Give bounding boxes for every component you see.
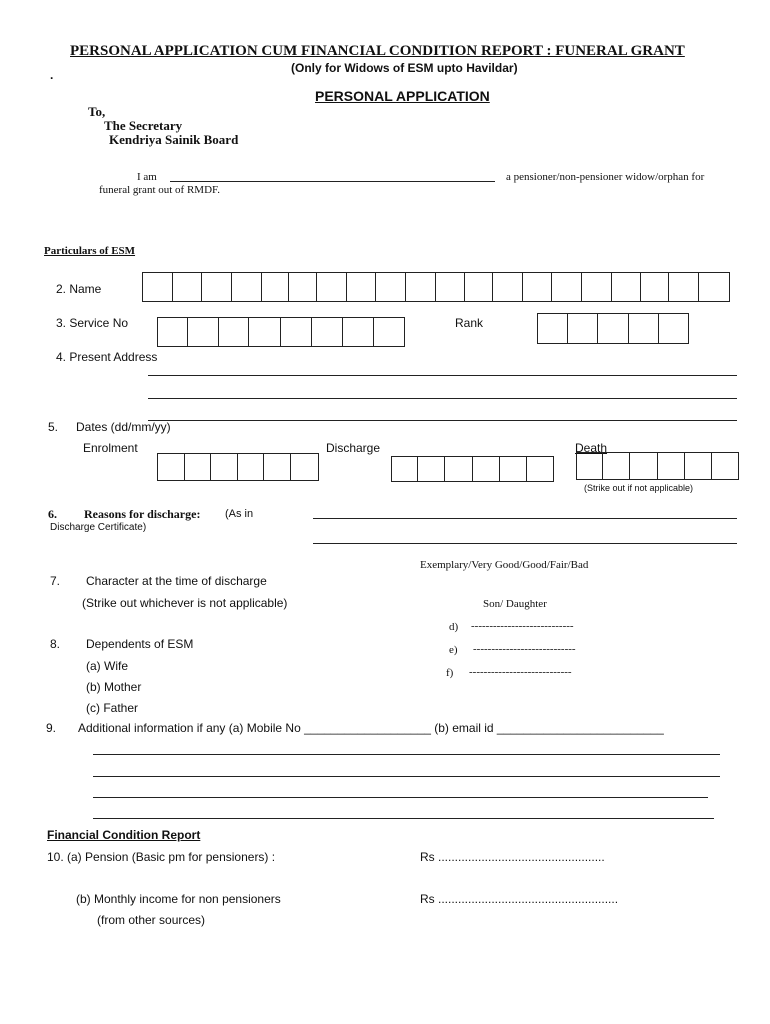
name-label: 2. Name (56, 282, 102, 296)
additional-info-line-1[interactable] (93, 754, 720, 755)
particulars-heading: Particulars of ESM (44, 245, 136, 257)
section-title: PERSONAL APPLICATION (315, 88, 490, 104)
additional-info-line-2[interactable] (93, 776, 720, 777)
death-date-boxes[interactable] (576, 452, 739, 480)
child-d-dashes[interactable]: ---------------------------- (471, 620, 574, 632)
income-label: (b) Monthly income for non pensioners (76, 892, 281, 906)
dates-label: Dates (dd/mm/yy) (76, 420, 171, 434)
service-no-boxes[interactable] (157, 317, 405, 347)
reasons-line-1-field[interactable] (313, 518, 737, 519)
form-title: PERSONAL APPLICATION CUM FINANCIAL CONDITION REPORT : FUNERAL GRANT (70, 43, 685, 59)
address-line-1: The Secretary (104, 118, 183, 133)
form-subtitle: (Only for Widows of ESM upto Havildar) (291, 61, 518, 75)
dependent-father: (c) Father (86, 701, 139, 715)
discharge-date-boxes[interactable] (391, 456, 554, 482)
strike-out-note: (Strike out if not applicable) (584, 483, 694, 493)
death-label: Death (575, 441, 608, 455)
enrolment-date-boxes[interactable] (157, 453, 319, 481)
address-line-2: Kendriya Sainik Board (109, 132, 239, 147)
financial-heading: Financial Condition Report (47, 828, 201, 842)
child-f-dashes[interactable]: ---------------------------- (469, 666, 572, 678)
address-line-1-field[interactable] (148, 375, 737, 376)
character-note: (Strike out whichever is not applicable) (82, 596, 288, 610)
reasons-note: (As in (225, 508, 254, 520)
dependent-wife: (a) Wife (86, 659, 128, 673)
enrolment-label: Enrolment (83, 441, 138, 455)
character-label: Character at the time of discharge (86, 574, 267, 588)
dates-number: 5. (48, 420, 59, 434)
address-line-2-field[interactable] (148, 398, 737, 399)
intro-i-am: I am (137, 171, 157, 183)
child-d-label: d) (449, 621, 459, 633)
address-to: To, (88, 104, 106, 119)
service-no-label: 3. Service No (56, 316, 129, 330)
additional-info-line-4[interactable] (93, 818, 714, 819)
intro-line-2: funeral grant out of RMDF. (99, 184, 221, 196)
applicant-name-line[interactable] (170, 181, 495, 182)
pension-amount-field[interactable]: Rs .................................................. (420, 850, 605, 864)
dependents-number: 8. (50, 637, 61, 651)
reasons-number: 6. (48, 507, 57, 521)
child-f-label: f) (446, 667, 454, 679)
intro-rest: a pensioner/non-pensioner widow/orphan for (506, 171, 705, 183)
income-amount-field[interactable]: Rs ...................................................... (420, 892, 619, 906)
son-daughter-label: Son/ Daughter (483, 598, 547, 610)
name-boxes[interactable] (142, 272, 730, 302)
discharge-label: Discharge (326, 441, 381, 455)
rank-boxes[interactable] (537, 313, 689, 344)
character-number: 7. (50, 574, 61, 588)
dependents-label: Dependents of ESM (86, 637, 194, 651)
child-e-dashes[interactable]: ---------------------------- (473, 643, 576, 655)
additional-info-line-3[interactable] (93, 797, 708, 798)
stray-dot: . (50, 68, 54, 82)
reasons-line-2-field[interactable] (313, 543, 737, 544)
address-line-3-field[interactable] (148, 420, 737, 421)
reasons-label: Reasons for discharge: (84, 507, 201, 521)
pension-label: 10. (a) Pension (Basic pm for pensioners) : (47, 850, 276, 864)
rank-label: Rank (455, 316, 484, 330)
child-e-label: e) (449, 644, 458, 656)
dependent-mother: (b) Mother (86, 680, 142, 694)
character-options: Exemplary/Very Good/Good/Fair/Bad (420, 559, 589, 571)
additional-info-label: Additional information if any (a) Mobile No ___________________ (b) email id _________________________ (78, 721, 664, 735)
present-address-label: 4. Present Address (56, 350, 158, 364)
income-note: (from other sources) (97, 913, 206, 927)
reasons-note-2: Discharge Certificate) (50, 522, 147, 533)
additional-info-number: 9. (46, 721, 57, 735)
